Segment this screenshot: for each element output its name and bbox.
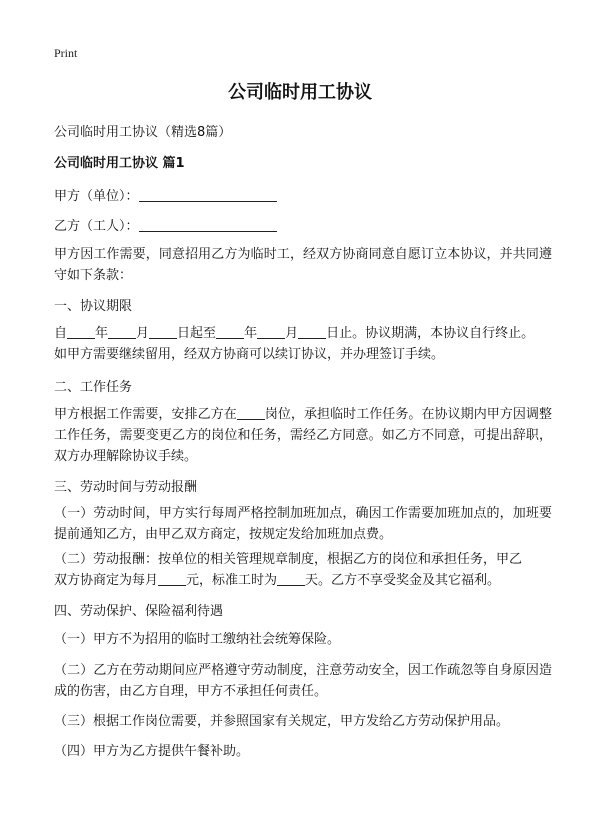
day-start-blank xyxy=(149,324,177,339)
hours-paragraph: （一）劳动时间，甲方实行每周严格控制加班加点，确因工作需要加班加点的，加班要提前通知乙方，由甲乙双方商定，按规定发给加班加点费。 xyxy=(54,506,552,542)
term-part-4: 日起至 xyxy=(177,326,217,341)
task-part-2: 岗位，承担临时工作任务。在协议期内甲方因 xyxy=(264,407,526,422)
term-part-2: 年 xyxy=(95,326,109,341)
pay-part-4: 天。乙方不享受奖金及其它福利。 xyxy=(305,573,501,588)
intro-paragraph: 甲方因工作需要，同意招用乙方为临时工，经双方协商同意自愿订立本协议，并共同遵守如下条款： xyxy=(54,247,552,283)
salary-blank xyxy=(158,571,186,586)
pay-paragraph xyxy=(54,549,552,591)
party-a-line xyxy=(54,185,277,204)
item-3: （三）根据工作岗位需要，并参照国家有关规定，甲方发给乙方劳动保护用品。 xyxy=(54,714,510,729)
position-blank xyxy=(237,405,265,420)
term-part-5: 年 xyxy=(244,326,258,341)
print-label[interactable]: Print xyxy=(54,46,78,60)
workday-blank xyxy=(277,571,305,586)
item-4: （四）甲方为乙方提供午餐补助。 xyxy=(54,744,250,759)
page-title: 公司临时用工协议 xyxy=(228,82,372,103)
heading-protection: 四、劳动保护、保险福利待遇 xyxy=(54,604,224,619)
party-b-blank xyxy=(139,217,277,232)
party-a-label: 甲方（单位）： xyxy=(54,189,139,204)
pay-part-1: （二）劳动报酬：按单位的相关管理规章制度，根据乙方的岗位和承担任务，甲乙 xyxy=(54,552,523,567)
pay-part-3: 元，标准工时为 xyxy=(186,573,278,588)
task-paragraph xyxy=(54,404,552,467)
party-a-blank xyxy=(139,187,277,202)
item-1: （一）甲方不为招用的临时工缴纳社会统筹保险。 xyxy=(54,632,341,647)
term-paragraph xyxy=(54,323,552,365)
party-b-line xyxy=(54,215,277,234)
heading-task: 二、工作任务 xyxy=(54,380,133,395)
day-end-blank xyxy=(298,324,326,339)
heading-term: 一、协议期限 xyxy=(54,299,133,314)
term-part-7: 日止。协议期满，本协议自行终止。 xyxy=(326,326,535,341)
section-title: 公司临时用工协议 篇1 xyxy=(54,156,185,171)
term-part-1: 自 xyxy=(54,326,68,341)
year-end-blank xyxy=(216,324,244,339)
month-end-blank xyxy=(257,324,285,339)
term-part-6: 月 xyxy=(285,326,299,341)
task-rest: 调整工作任务，需要变更乙方的岗位和任务，需经乙方同意。如乙方不同意，可提出辞职，双方办理解除协议手续。 xyxy=(54,407,552,464)
document-subtitle: 公司临时用工协议（精选8篇） xyxy=(54,125,232,140)
year-start-blank xyxy=(67,324,95,339)
party-b-label: 乙方（工人）： xyxy=(54,219,139,234)
pay-part-2: 双方协商定为每月 xyxy=(54,573,159,588)
heading-hours-pay: 三、劳动时间与劳动报酬 xyxy=(54,480,198,495)
term-rest: 如甲方需要继续留用，经双方协商可以续订协议，并办理签订手续。 xyxy=(54,347,445,362)
item-2: （二）乙方在劳动期间应严格遵守劳动制度，注意劳动安全，因工作疏忽等自身原因造成的伤害，由乙方自理，甲方不承担任何责任。 xyxy=(54,663,552,699)
task-part-1: 甲方根据工作需要，安排乙方在 xyxy=(54,407,237,422)
month-start-blank xyxy=(108,324,136,339)
term-part-3: 月 xyxy=(136,326,150,341)
